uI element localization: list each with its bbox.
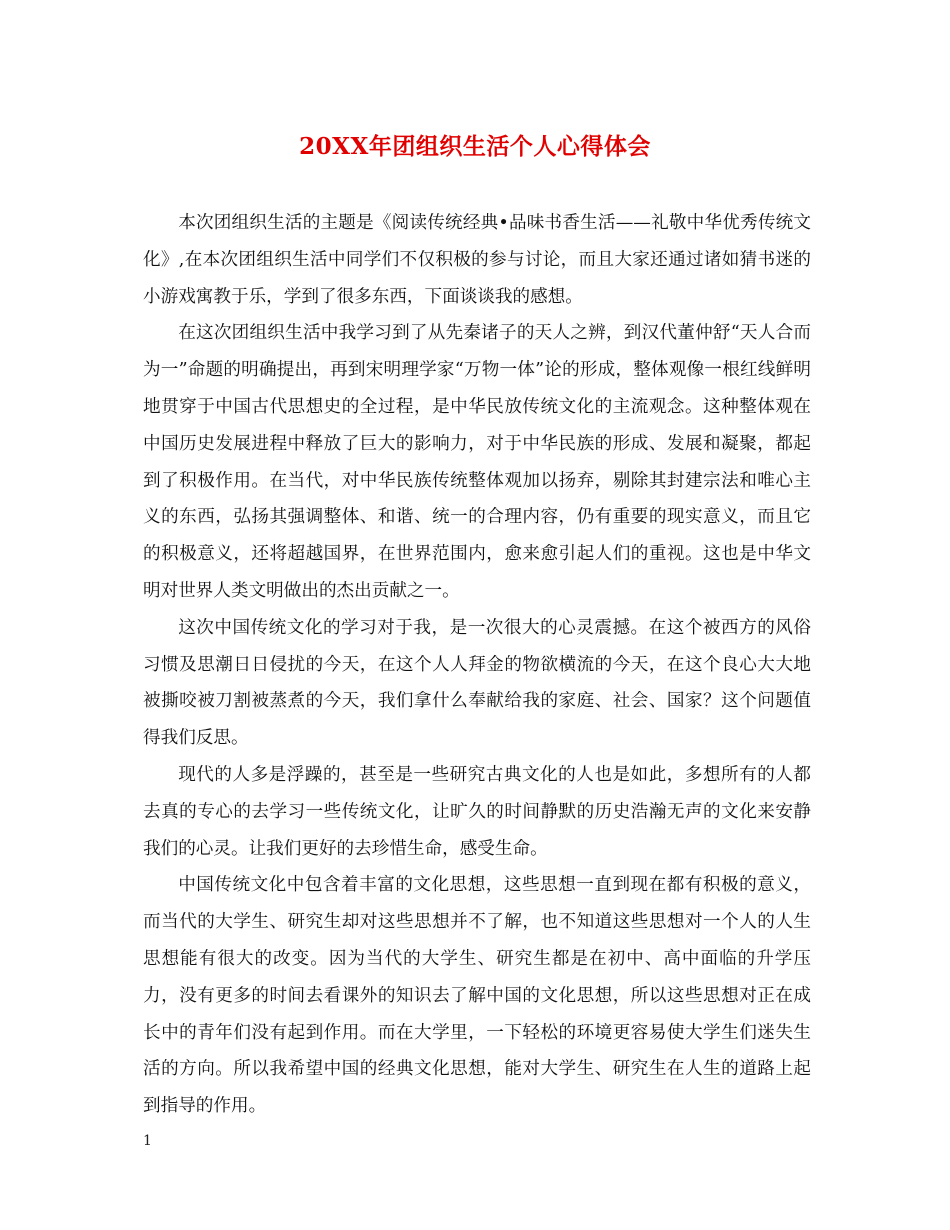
document-body — [143, 205, 811, 1125]
paragraph: 中国传统文化中包含着丰富的文化思想，这些思想一直到现在都有积极的意义，而当代的大学生、研究生却对这些思想并不了解，也不知道这些思想对一个人的人生思想能有很大的改变。因为当代的大学生、研究生都是在初中、高中面临的升学压力，没有更多的时间去看课外的知识去了解中国的文化思想，所以这些思想对正在成长中的青年们没有起到作用。而在大学里，一下轻松的环境更容易使大学生们迷失生活的方向。所以我希望中国的经典文化思想，能对大学生、研究生在人生的道路上起到指导的作用。 — [143, 875, 811, 1117]
paragraph: 在这次团组织生活中我学习到了从先秦诸子的天人之辨，到汉代董仲舒“天人合而为一”命题的明确提出，再到宋明理学家“万物一体”论的形成，整体观像一根红线鲜明地贯穿于中国古代思想史的全过程，是中华民放传统文化的主流观念。这种整体观在中国历史发展进程中释放了巨大的影响力，对于中华民族的形成、发展和凝聚，都起到了积极作用。在当代，对中华民族传统整体观加以扬弃，剔除其封建宗法和唯心主义的东西，弘扬其强调整体、和谐、统一的合理内容，仍有重要的现实意义，而且它的积极意义，还将超越国界，在世界范围内，愈来愈引起人们的重视。这也是中华文明对世界人类文明做出的杰出贡献之一。 — [143, 323, 811, 601]
paragraph: 本次团组织生活的主题是《阅读传统经典•品味书香生活——礼敬中华优秀传统文化》,在本次团组织生活中同学们不仅积极的参与讨论，而且大家还通过诸如猜书迷的小游戏寓教于乐，学到了很多东西，下面谈谈我的感想。 — [143, 213, 811, 307]
paragraph: 这次中国传统文化的学习对于我，是一次很大的心灵震撼。在这个被西方的风俗习惯及思潮日日侵扰的今天，在这个人人拜金的物欲横流的今天，在这个良心大大地被撕咬被刀割被蒸煮的今天，我们拿什么奉献给我的家庭、社会、国家？这个问题值得我们反思。 — [143, 617, 811, 749]
document-title: 20XX年团组织生活个人心得体会 — [299, 133, 651, 160]
paragraph: 现代的人多是浮躁的，甚至是一些研究古典文化的人也是如此，多想所有的人都去真的专心的去学习一些传统文化，让旷久的时间静默的历史浩瀚无声的文化来安静我们的心灵。让我们更好的去珍惜生命，感受生命。 — [143, 764, 811, 859]
page-number: 1 — [143, 1133, 152, 1149]
